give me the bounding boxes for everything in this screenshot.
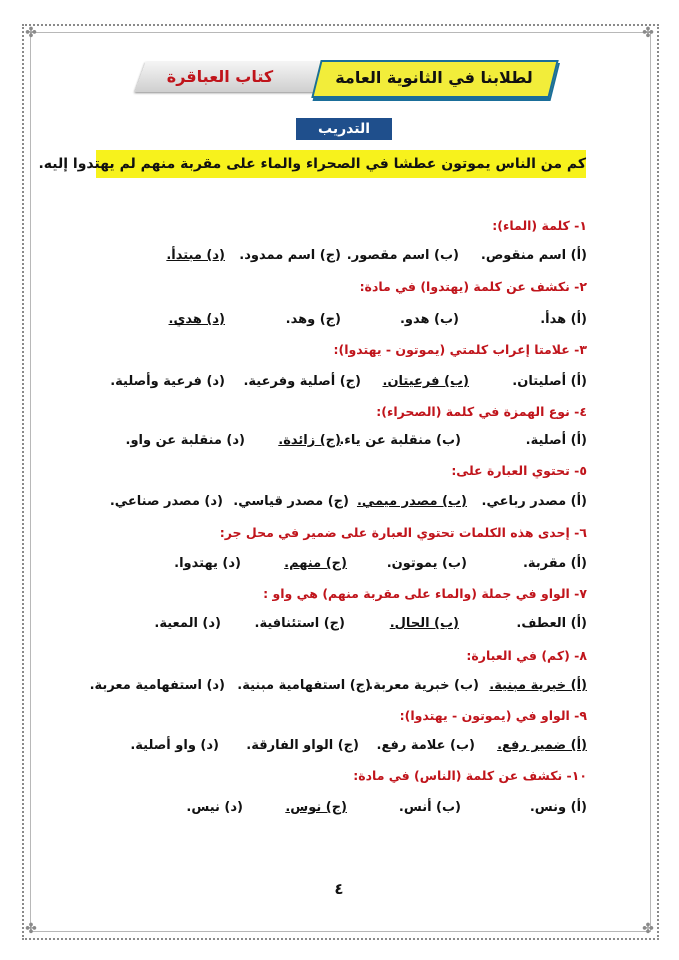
option-a: (أ) مقربة. — [522, 556, 587, 571]
option-d: (د) المعية. — [154, 616, 221, 631]
option-a: (أ) اسم منقوص. — [480, 248, 587, 263]
question-options — [67, 374, 587, 396]
option-d: (د) منقلبة عن واو. — [125, 433, 245, 448]
question-stem: ١٠- نكشف عن كلمة (الناس) في مادة: — [353, 768, 587, 783]
option-c: (ج) منهم. — [284, 556, 347, 571]
question-options — [67, 616, 587, 638]
question-stem: ٧- الواو في جملة (والماء على مقربة منهم) هي واو : — [263, 586, 587, 601]
option-a: (أ) أصلية. — [525, 433, 587, 448]
option-c: (ج) مصدر قياسي. — [233, 494, 349, 509]
option-a: (أ) ضمير رفع. — [497, 738, 587, 753]
option-c: (ج) وهد. — [285, 312, 341, 327]
option-d: (د) مصدر صناعي. — [109, 494, 223, 509]
option-b: (ب) منقلبة عن ياء. — [339, 433, 461, 448]
header-banner — [140, 58, 550, 98]
option-d: (د) نيس. — [186, 800, 243, 815]
question-options — [67, 678, 587, 700]
corner-ornament-icon: ✤ — [25, 25, 37, 41]
question-options — [67, 494, 587, 516]
option-b: (ب) خبرية معربة. — [368, 678, 479, 693]
option-c: (ج) استفهامية مبنية. — [237, 678, 371, 693]
option-b: (ب) علامة رفع. — [376, 738, 475, 753]
question-options — [67, 800, 587, 822]
question-options — [67, 248, 587, 270]
option-a: (أ) هدأ. — [540, 312, 587, 327]
corner-ornament-icon: ✤ — [642, 25, 654, 41]
question-stem: ٥- تحتوي العبارة على: — [451, 463, 587, 478]
question-stem: ٣- علامتا إعراب كلمتي (يموتون - يهتدوا): — [333, 342, 587, 357]
page-number: ٤ — [334, 880, 344, 898]
option-d: (د) واو أصلية. — [130, 738, 219, 753]
section-title: التدريب — [296, 118, 392, 140]
corner-ornament-icon: ✤ — [25, 921, 37, 937]
option-c: (ج) زائدة. — [278, 433, 341, 448]
option-a: (أ) خبرية مبنية. — [489, 678, 587, 693]
option-d: (د) استفهامية معربة. — [89, 678, 225, 693]
option-b: (ب) الحال. — [389, 616, 459, 631]
option-a: (أ) ونس. — [529, 800, 587, 815]
option-d: (د) يهتدوا. — [174, 556, 241, 571]
passage-text: كم من الناس يموتون عطشا في الصحراء والماء على مقربة منهم لم يهتدوا إليه. — [96, 150, 586, 178]
option-c: (ج) الواو الفارقة. — [246, 738, 359, 753]
question-options — [67, 433, 587, 455]
option-b: (ب) يموتون. — [386, 556, 467, 571]
question-stem: ٢- نكشف عن كلمة (يهتدوا) في مادة: — [359, 279, 587, 294]
option-a: (أ) أصليتان. — [512, 374, 587, 389]
question-stem: ٤- نوع الهمزة في كلمة (الصحراء): — [376, 404, 587, 419]
option-b: (ب) فرعيتان. — [382, 374, 469, 389]
question-options — [67, 738, 587, 760]
option-c: (ج) استئنافية. — [254, 616, 345, 631]
question-options — [67, 312, 587, 334]
option-a: (أ) مصدر رباعي. — [481, 494, 587, 509]
corner-ornament-icon: ✤ — [642, 921, 654, 937]
option-b: (ب) هدو. — [399, 312, 459, 327]
question-stem: ٦- إحدى هذه الكلمات تحتوي العبارة على ضمير في محل جر: — [219, 525, 587, 540]
question-stem: ١- كلمة (الماء): — [492, 218, 587, 233]
question-stem: ٨- (كم) في العبارة: — [466, 648, 587, 663]
option-b: (ب) مصدر ميمي. — [356, 494, 467, 509]
option-c: (ج) اسم ممدود. — [239, 248, 341, 263]
option-d: (د) مبتدأ. — [166, 248, 225, 263]
option-a: (أ) العطف. — [516, 616, 587, 631]
option-b: (ب) أنس. — [398, 800, 461, 815]
question-options — [67, 556, 587, 578]
option-c: (ج) أصلية وفرعية. — [243, 374, 361, 389]
option-d: (د) فرعية وأصلية. — [110, 374, 225, 389]
audience-label: لطلابنا في الثانوية العامة — [335, 68, 533, 87]
option-d: (د) هدي. — [168, 312, 225, 327]
option-c: (ج) نوس. — [285, 800, 347, 815]
book-name: كتاب العباقرة — [166, 67, 274, 86]
option-b: (ب) اسم مقصور. — [346, 248, 459, 263]
question-stem: ٩- الواو في (يموتون - يهتدوا): — [399, 708, 587, 723]
